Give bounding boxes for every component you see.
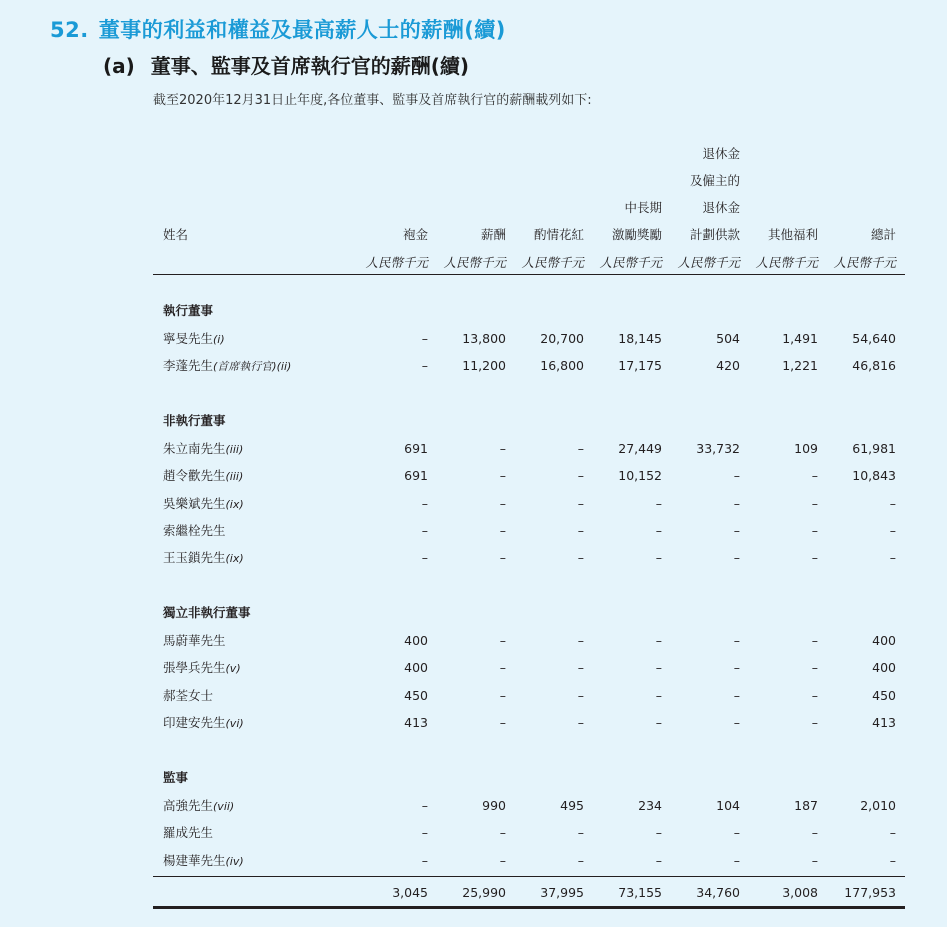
footnote-ref: (vii)	[213, 800, 235, 813]
table-cell: 504	[716, 331, 740, 346]
row-name	[163, 853, 244, 870]
column-unit: 人民幣千元	[599, 255, 662, 270]
column-header: 激勵獎勵	[611, 227, 662, 242]
group-heading: 非執行董事	[163, 413, 226, 428]
row-name	[163, 496, 244, 513]
table-cell: 400	[872, 633, 896, 648]
table-cell: 413	[872, 714, 896, 730]
total-cell: 73,155	[618, 885, 662, 900]
footnote-ref: (ix)	[225, 497, 244, 511]
table-cell: –	[655, 660, 662, 676]
table-cell: –	[889, 852, 896, 868]
row-name	[163, 550, 244, 567]
table-cell: –	[577, 660, 584, 676]
table-cell: 413	[404, 714, 428, 730]
group-heading: 獨立非執行董事	[163, 605, 251, 620]
table-cell: –	[811, 550, 818, 566]
table-cell: –	[811, 714, 818, 730]
director-name: 吳樂斌先生	[163, 495, 226, 511]
table-cell: –	[733, 495, 740, 511]
table-cell: 187	[794, 798, 818, 813]
table-cell: –	[421, 358, 428, 374]
table-cell: –	[811, 633, 818, 648]
table-cell: –	[577, 495, 584, 511]
column-unit: 人民幣千元	[755, 255, 818, 270]
table-cell: 691	[404, 468, 428, 484]
total-cell: 25,990	[462, 885, 506, 900]
table-cell: –	[499, 714, 506, 730]
table-cell: –	[655, 633, 662, 648]
row-name	[163, 660, 241, 677]
table-cell: –	[421, 495, 428, 511]
table-cell: –	[733, 687, 740, 703]
column-header: 退休金	[702, 146, 740, 161]
table-cell: 54,640	[852, 331, 896, 346]
footnote-ref: (iv)	[225, 854, 244, 868]
section-heading	[50, 14, 506, 44]
table-cell: –	[421, 852, 428, 868]
table-cell: 1,491	[782, 331, 818, 346]
table-cell: –	[499, 633, 506, 648]
table-cell: 104	[716, 798, 740, 813]
table-cell: –	[889, 825, 896, 841]
director-name: 王玉鎖先生	[163, 550, 226, 566]
director-name: 索繼栓先生	[163, 522, 226, 538]
table-cell: –	[733, 550, 740, 566]
total-cell: 37,995	[540, 885, 584, 900]
footnote-ref: (ix)	[225, 552, 244, 566]
row-name	[163, 358, 291, 375]
footnote-ref: (vi)	[225, 716, 244, 730]
table-cell: –	[577, 825, 584, 841]
column-header: 及僱主的	[689, 173, 740, 188]
table-cell: 2,010	[860, 798, 896, 813]
table-cell: –	[889, 495, 896, 511]
table-cell: 13,800	[462, 331, 506, 346]
table-cell: –	[421, 550, 428, 566]
total-cell: 34,760	[696, 885, 740, 900]
table-cell: 46,816	[852, 358, 896, 374]
director-name: 張學兵先生	[163, 660, 226, 676]
subsection-number: (a)	[103, 54, 135, 78]
table-cell: 10,843	[852, 468, 896, 484]
table-cell: –	[733, 714, 740, 730]
table-cell: 400	[404, 633, 428, 648]
footnote-ref: (v)	[225, 662, 241, 676]
column-unit: 人民幣千元	[677, 255, 740, 270]
table-cell: –	[499, 852, 506, 868]
table-cell: –	[421, 522, 428, 538]
group-heading: 監事	[163, 770, 189, 785]
table-cell: –	[733, 825, 740, 841]
name-column-header: 姓名	[163, 227, 189, 242]
table-cell: 33,732	[696, 441, 740, 456]
total-cell: 177,953	[844, 885, 896, 900]
table-cell: –	[499, 687, 506, 703]
column-header: 其他福利	[767, 227, 818, 242]
table-cell: 11,200	[462, 358, 506, 374]
table-cell: 109	[794, 441, 818, 456]
table-cell: –	[499, 441, 506, 456]
total-cell: 3,008	[782, 885, 818, 900]
director-name: 趙令歡先生	[163, 468, 226, 484]
total-cell: 3,045	[392, 885, 428, 900]
column-header: 酌情花紅	[533, 227, 584, 242]
footnote-ref: (首席執行官)(ii)	[213, 360, 292, 374]
subsection-heading	[103, 50, 469, 79]
table-cell: –	[733, 522, 740, 538]
table-cell: –	[811, 495, 818, 511]
table-cell: –	[577, 468, 584, 484]
table-cell: –	[577, 550, 584, 566]
footnote-ref: (iii)	[225, 470, 244, 484]
table-cell: –	[733, 468, 740, 484]
totals-top-rule	[153, 876, 905, 877]
column-header: 中長期	[624, 200, 662, 215]
table-cell: –	[421, 331, 428, 346]
table-cell: –	[577, 633, 584, 648]
table-cell: 18,145	[618, 331, 662, 346]
table-cell: 400	[872, 660, 896, 676]
table-cell: 691	[404, 441, 428, 456]
row-name	[163, 633, 226, 649]
table-cell: –	[811, 825, 818, 841]
table-cell: –	[889, 550, 896, 566]
column-unit: 人民幣千元	[443, 255, 506, 270]
column-header: 薪酬	[480, 227, 506, 242]
table-cell: –	[499, 550, 506, 566]
column-header: 總計	[870, 227, 896, 242]
table-cell: 450	[404, 687, 428, 703]
footnote-ref: (iii)	[225, 443, 244, 456]
table-cell: –	[889, 522, 896, 538]
table-cell: –	[655, 687, 662, 703]
column-header: 袍金	[402, 227, 428, 242]
director-name: 李蓬先生	[163, 358, 214, 374]
header-rule	[153, 274, 905, 275]
table-cell: 17,175	[618, 358, 662, 374]
table-cell: –	[421, 798, 428, 813]
table-cell: –	[733, 660, 740, 676]
table-cell: –	[655, 550, 662, 566]
table-cell: 16,800	[540, 358, 584, 374]
column-unit: 人民幣千元	[833, 255, 896, 270]
director-name: 羅成先生	[163, 825, 214, 841]
row-name	[163, 825, 213, 841]
footnote-ref: (i)	[213, 333, 225, 346]
intro-text: 截至2020年12月31日止年度,各位董事、監事及首席執行官的薪酬載列如下:	[153, 93, 592, 108]
group-heading: 執行董事	[163, 303, 214, 318]
table-cell: –	[655, 825, 662, 841]
section-title: 董事的利益和權益及最高薪人士的薪酬(續)	[98, 18, 506, 42]
table-cell: 495	[560, 798, 584, 813]
table-cell: –	[811, 522, 818, 538]
row-name	[163, 798, 234, 815]
table-cell: –	[811, 468, 818, 484]
table-cell: 400	[404, 660, 428, 676]
section-number: 52.	[50, 18, 89, 42]
column-unit: 人民幣千元	[521, 255, 584, 270]
subsection-title: 董事、監事及首席執行官的薪酬(續)	[150, 54, 470, 78]
row-name	[163, 441, 243, 458]
table-cell: –	[499, 468, 506, 484]
table-cell: 20,700	[540, 331, 584, 346]
column-header: 退休金	[702, 200, 740, 215]
director-name: 朱立南先生	[163, 441, 226, 456]
table-cell: –	[499, 825, 506, 841]
table-cell: 990	[482, 798, 506, 813]
table-cell: 450	[872, 687, 896, 703]
row-name	[163, 688, 213, 704]
table-cell: –	[733, 633, 740, 648]
table-cell: 61,981	[852, 441, 896, 456]
table-cell: –	[577, 687, 584, 703]
table-cell: 234	[638, 798, 662, 813]
director-name: 郝荃女士	[163, 687, 214, 703]
table-cell: –	[577, 714, 584, 730]
table-cell: –	[499, 522, 506, 538]
table-cell: –	[811, 852, 818, 868]
table-cell: –	[577, 441, 584, 456]
table-cell: 27,449	[618, 441, 662, 456]
table-cell: –	[733, 852, 740, 868]
table-cell: –	[499, 660, 506, 676]
table-cell: 420	[716, 358, 740, 374]
row-name	[163, 715, 244, 732]
row-name	[163, 523, 226, 539]
column-header: 計劃供款	[689, 227, 740, 242]
row-name	[163, 468, 243, 485]
director-name: 楊建華先生	[163, 852, 226, 868]
table-cell: 1,221	[782, 358, 818, 374]
director-name: 馬蔚華先生	[163, 633, 226, 648]
table-cell: –	[811, 687, 818, 703]
table-cell: –	[655, 522, 662, 538]
row-name	[163, 331, 225, 348]
table-cell: –	[499, 495, 506, 511]
table-cell: –	[421, 825, 428, 841]
table-cell: –	[577, 852, 584, 868]
table-cell: –	[655, 852, 662, 868]
table-cell: –	[655, 714, 662, 730]
table-cell: –	[811, 660, 818, 676]
director-name: 印建安先生	[163, 714, 226, 730]
table-cell: –	[655, 495, 662, 511]
totals-bottom-rule	[153, 906, 905, 909]
column-unit: 人民幣千元	[365, 255, 428, 270]
director-name: 高強先生	[163, 798, 214, 813]
director-name: 寧旻先生	[163, 331, 214, 346]
table-cell: 10,152	[618, 468, 662, 484]
table-cell: –	[577, 522, 584, 538]
